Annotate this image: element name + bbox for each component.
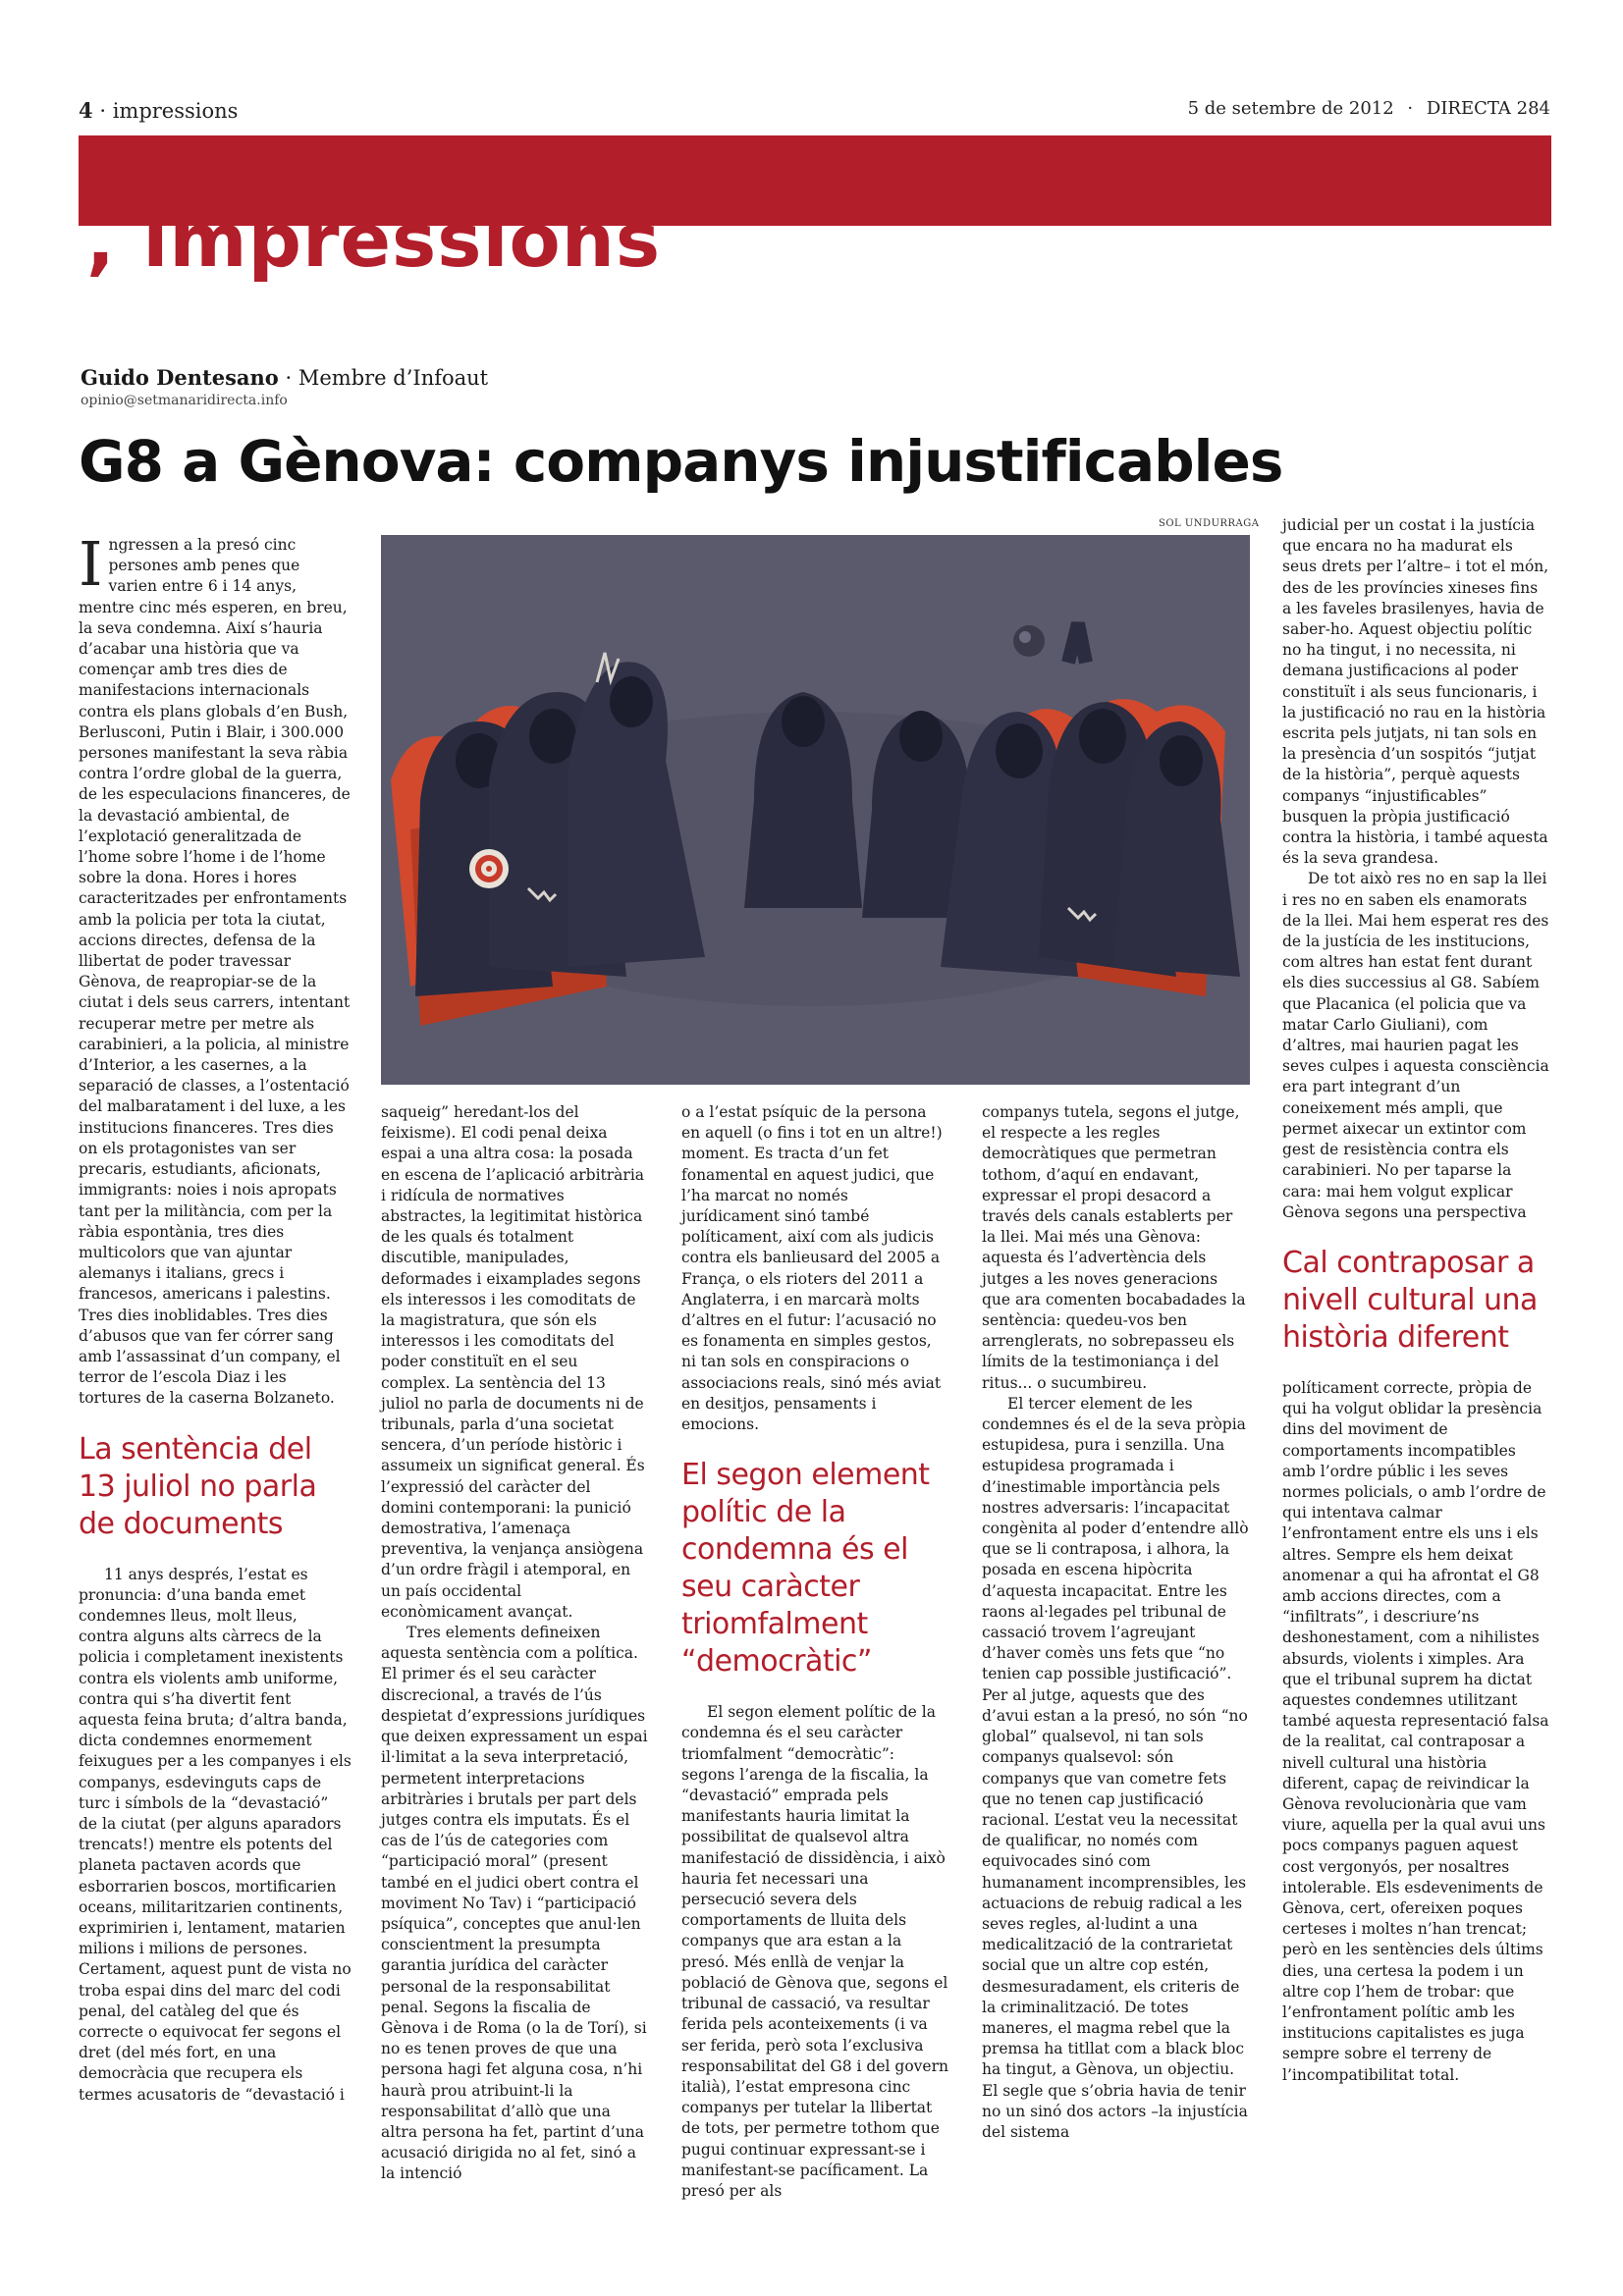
paragraph: saqueig” heredant-los del feixisme). El codi penal deixa espai a una altra cosa: la posada en escena de l’aplicació arbitrària i ridícula de normatives abstractes, la legitimitat històrica de les quals és totalment discutible, manipulades, deformades i eixamplades segons els interessos i les comoditats de la magistratura, que són els interessos i les comoditats del poder constituït en el seu complex. La sentència del 13 juliol no parla de documents ni de tribunals, parla d’una societat sencera, d’un període històric i assumeix un significat general. És l’expressió del caràcter del domini contemporani: la punició demostrativa, l’amenaça preventiva, la venjança ansiògena d’un ordre fràgil i atemporal, en un país occidental econòmicament avançat. xyxy=(381,1103,645,1621)
page-number: 4 xyxy=(79,98,93,123)
illustration-graphic xyxy=(381,535,1250,1085)
section-banner xyxy=(79,135,1551,302)
header-separator-right: · xyxy=(1407,98,1414,119)
article-column-4 xyxy=(982,1102,1249,2143)
author-name: Guido Dentesano xyxy=(81,365,279,390)
running-header-right xyxy=(1188,98,1550,119)
lead-text: ngressen a la presó cinc persones amb penes que varien entre 6 i 14 anys, mentre cinc més esperen, en breu, la seva condemna. Així s’hauria d’acabar una història que va començar amb tres dies de manifestacions internacionals contra els plans globals d’en Bush, Berlusconi, Putin i Blair, i 300.000 persones manifestant la seva ràbia contra l’ordre global de la guerra, de les especulacions financeres, de la devastació ambiental, de l’explotació generalitzada de l’home sobre l’home i de l’home sobre la dona. Hores i hores caracteritzades per enfrontaments amb la policia per tota la ciutat, accions directes, defensa de la llibertat de poder travessar Gènova, de reapropiar-se de la ciutat i dels seus carrers, intentant recuperar metre per metre als carabinieri, a la policia, al ministre d’Interior, a les casernes, a la separació de classes, a l’ostentació del malbaratament i del luxe, a les institucions financeres. Tres dies on els protagonistes van ser precaris, estudiants, aficionats, immigrants: noies i nois apropats tant per la militància, com per la ràbia espontània, tres dies multicolors que van ajuntar alemanys i italians, grecs i francesos, americans i palestins. Tres dies inoblidables. Tres dies d’abusos que van fer córrer sang amb l’assassinat d’un company, el terror de l’escola Diaz i les tortures de la caserna Bolzaneto. xyxy=(79,536,351,1408)
article-column-2 xyxy=(381,1102,648,2185)
publication-name: DIRECTA 284 xyxy=(1426,98,1550,119)
paragraph: 11 anys després, l’estat es pronuncia: d’una banda emet condemnes lleus, molt lleus, contra alguns alts càrrecs de la policia i completament inexistents contra els violents amb uniforme, contra qui s’ha divertit fent aquesta feina bruta; d’altra banda, dicta condemnes enormement feixugues per a les companyes i els companys, esdevinguts caps de turc i símbols de la “devastació” de la ciutat (per alguns aparadors trencats!) mentre els potents del planeta pactaven acords que esborrarien boscos, mortificarien oceans, militaritzarien continents, exprimirien i, lentament, matarien milions i milions de persones. Certament, aquest punt de vista no troba espai dins del marc del codi penal, del catàleg del que és correcte o equivocat fer segons el dret (del més fort, en una democràcia que recupera els termes acusatoris de “devastació i xyxy=(79,1565,352,2104)
paragraph: companys tutela, segons el jutge, el respecte a les regles democràtiques que permetran tothom, d’aquí en endavant, expressar el propi desacord a través dels canals establerts per la llei. Mai més una Gènova: aquesta és l’advertència dels jutges a les noves generacions que ara comenten bocabadades la sentència: quedeu-vos ben arrenglerats, no sobrepasseu els límits de la testimoniança i del ritus... o sucumbireu. xyxy=(982,1103,1246,1392)
paragraph: El tercer element de les condemnes és el de la seva pròpia estupidesa, pura i senzilla. Una estupidesa programada i d’inestimable importància pels nostres adversaris: l’incapacitat congènita al poder d’entendre allò que se li contraposa, i alhora, la posada en escena hipòcrita d’aquesta incapacitat. Entre les raons al·legades pel tribunal de cassació trovem l’agreujant d’haver comès uns fets que “no tenien cap possible justificació”. Per al jutge, aquests que des d’avui estan a la presó, no són “no global” qualsevol, ni tan sols companys qualsevol: són companys que van cometre fets que no tenen cap justificació racional. L’estat veu la necessitat de qualificar, no només com equivocades sinó com humanament incomprensibles, les actuacions de rebuig radical a les seves regles, al·ludint a una medicalització de la contrarietat social que un altre cop estén, desmesuradament, els criteris de la criminalització. De totes maneres, el magma rebel que la premsa ha titllat com a black bloc ha tingut, a Gènova, un objectiu. El segle que s’obria havia de tenir no un sinó dos actors –la injustícia del sistema xyxy=(982,1394,1249,2141)
issue-date: 5 de setembre de 2012 xyxy=(1187,98,1394,119)
subheading-2: El segon element polític de la condemna és el seu caràcter triomfalment “democràtic” xyxy=(681,1458,930,1680)
drop-cap: I xyxy=(79,528,103,600)
paragraph: El segon element polític de la condemna és el seu caràcter triomfalment “democràtic”: segons l’arenga de la fiscalia, la “devastació” emprada pels manifestants hauria limitat la possibilitat de qualsevol altra manifestació de dissidència, i això hauria fet necessari una persecució severa dels comportaments de lluita dels companys que ara estan a la presó. Més enllà de venjar la població de Gènova que, segons el tribunal de cassació, va resultar ferida pels aconteixements (i va ser ferida, però sota l’exclusiva responsabilitat del G8 i del govern italià), l’estat empresona cinc companys per tutelar la llibertat de tots, per permetre tothom que pugui continuar expressant-se i manifestant-se pacíficament. La presó per als xyxy=(681,1703,948,2200)
header-separator: · xyxy=(99,99,106,123)
banner-title: , impressions xyxy=(86,196,662,284)
author-role: Membre d’Infoaut xyxy=(298,366,489,390)
paragraph: Tres elements defineixen aquesta sentència com a política. El primer és el seu caràcter discrecional, a través de l’ús despietat d’expressions jurídiques que deixen expressament un espai il·limitat a la seva interpretació, permetent interpretacions arbitràries i brutals per part dels jutges contra els imputats. És el cas de l’ús de categories com “participació moral” (present també en el judici obert contra el moviment No Tav) i “participació psíquica”, conceptes que anul·len conscientment la presumpta garantia jurídica del caràcter personal de la responsabilitat penal. Segons la fiscalia de Gènova i de Roma (o la de Torí), si no es tenen proves de que una persona hagi fet alguna cosa, n’hi haurà prou atribuint-li la responsabilitat d’allò que una altra persona ha fet, partint d’una acusació dirigida no al fet, sinó a la intenció xyxy=(381,1624,648,2183)
lead-paragraph xyxy=(79,528,352,1410)
section-name: impressions xyxy=(112,99,239,123)
paragraph: o a l’estat psíquic de la persona en aquell (o fins i tot en un altre!) moment. Es tracta d’un fet fonamental en aquest judici, que l’ha marcat no només jurídicament sinó també políticament, així com als judicis contra els banlieusard del 2005 a França, o els rioters del 2011 a Anglaterra, i en marcarà molts d’altres en el futur: l’acusació no es fonamenta en simples gestos, ni tan sols en conspiracions o associacions reals, sinó més aviat en desitjos, pensaments i emocions. xyxy=(681,1103,943,1434)
article-column-1 xyxy=(79,528,352,2106)
byline xyxy=(81,365,488,390)
subheading-1: La sentència del 13 juliol no parla de documents xyxy=(79,1431,317,1541)
banner-cutout xyxy=(79,196,1551,302)
article-headline: G8 a Gènova: companys injustificables xyxy=(79,428,1283,495)
article-column-5 xyxy=(1282,515,1549,2086)
running-header-left xyxy=(79,98,238,123)
paragraph: judicial per un costat i la justícia que encara no ha madurat els seus drets per l’altre– i tot el món, des de les províncies xineses fins a les faveles brasilenyes, havia de saber-ho. Aquest objectiu polític no ha tingut, i no necessita, ni demana justificacions al poder constituït i als seus funcionaris, i la justificació no rau en la història escrita pels jutjats, ni tan sols en la presència d’un sospitós “jutjat de la història”, perquè aquests companys “injustificables” busquen la pròpia justificació contra la història, i també aquesta és la seva grandesa. xyxy=(1282,516,1549,868)
illustration-credit: SOL UNDURRAGA xyxy=(1159,518,1260,529)
author-email[interactable]: opinio@setmanaridirecta.info xyxy=(81,393,288,408)
article-illustration xyxy=(381,535,1250,1085)
paragraph: políticament correcte, pròpia de qui ha volgut oblidar la presència dins del moviment de comportaments incompatibles amb l’ordre públic i les seves normes policials, o amb l’ordre de qui intentava calmar l’enfrontament entre els uns i els altres. Sempre els hem deixat anomenar a qui ha afrontat el G8 amb accions directes, com a “infiltrats”, i descriure’ns deshonestament, com a nihilistes absurds, violents i ximples. Ara que el tribunal suprem ha dictat aquestes condemnes utilitzant també aquesta representació falsa de la realitat, cal contraposar a nivell cultural una història diferent, capaç de reivindicar la Gènova revolucionària que vam viure, aquella per la qual avui uns pocs companys paguen aquest cost vergonyós, per nosaltres intolerable. Els esdeveniments de Gènova, cert, ofereixen poques certeses i moltes n’han trencat; però en les sentències dels últims dies, una certesa la podem i un altre cop l’hem de trobar: que l’enfrontament polític amb les institucions capitalistes es juga sempre sobre el terreny de l’incompatibilitat total. xyxy=(1282,1378,1549,2084)
subheading-3: Cal contraposar a nivell cultural una història diferent xyxy=(1282,1245,1538,1355)
article-column-3 xyxy=(681,1102,948,2202)
paragraph: De tot això res no en sap la llei i res no en saben els enamorats de la llei. Mai hem esperat res des de la justícia de les institucions, com altres han estat fent durant els dies successius al G8. Sabíem que Placanica (el policia que va matar Carlo Giuliani), com d’altres, mai haurien pagat les seves culpes i aquesta consciència era part integrant d’un coneixement més ampli, que permet aixecar un extintor com gest de resistència contra els carabinieri. No per taparse la cara: mai hem volgut explicar Gènova segons una perspectiva xyxy=(1282,870,1549,1221)
byline-separator: · xyxy=(285,366,293,390)
